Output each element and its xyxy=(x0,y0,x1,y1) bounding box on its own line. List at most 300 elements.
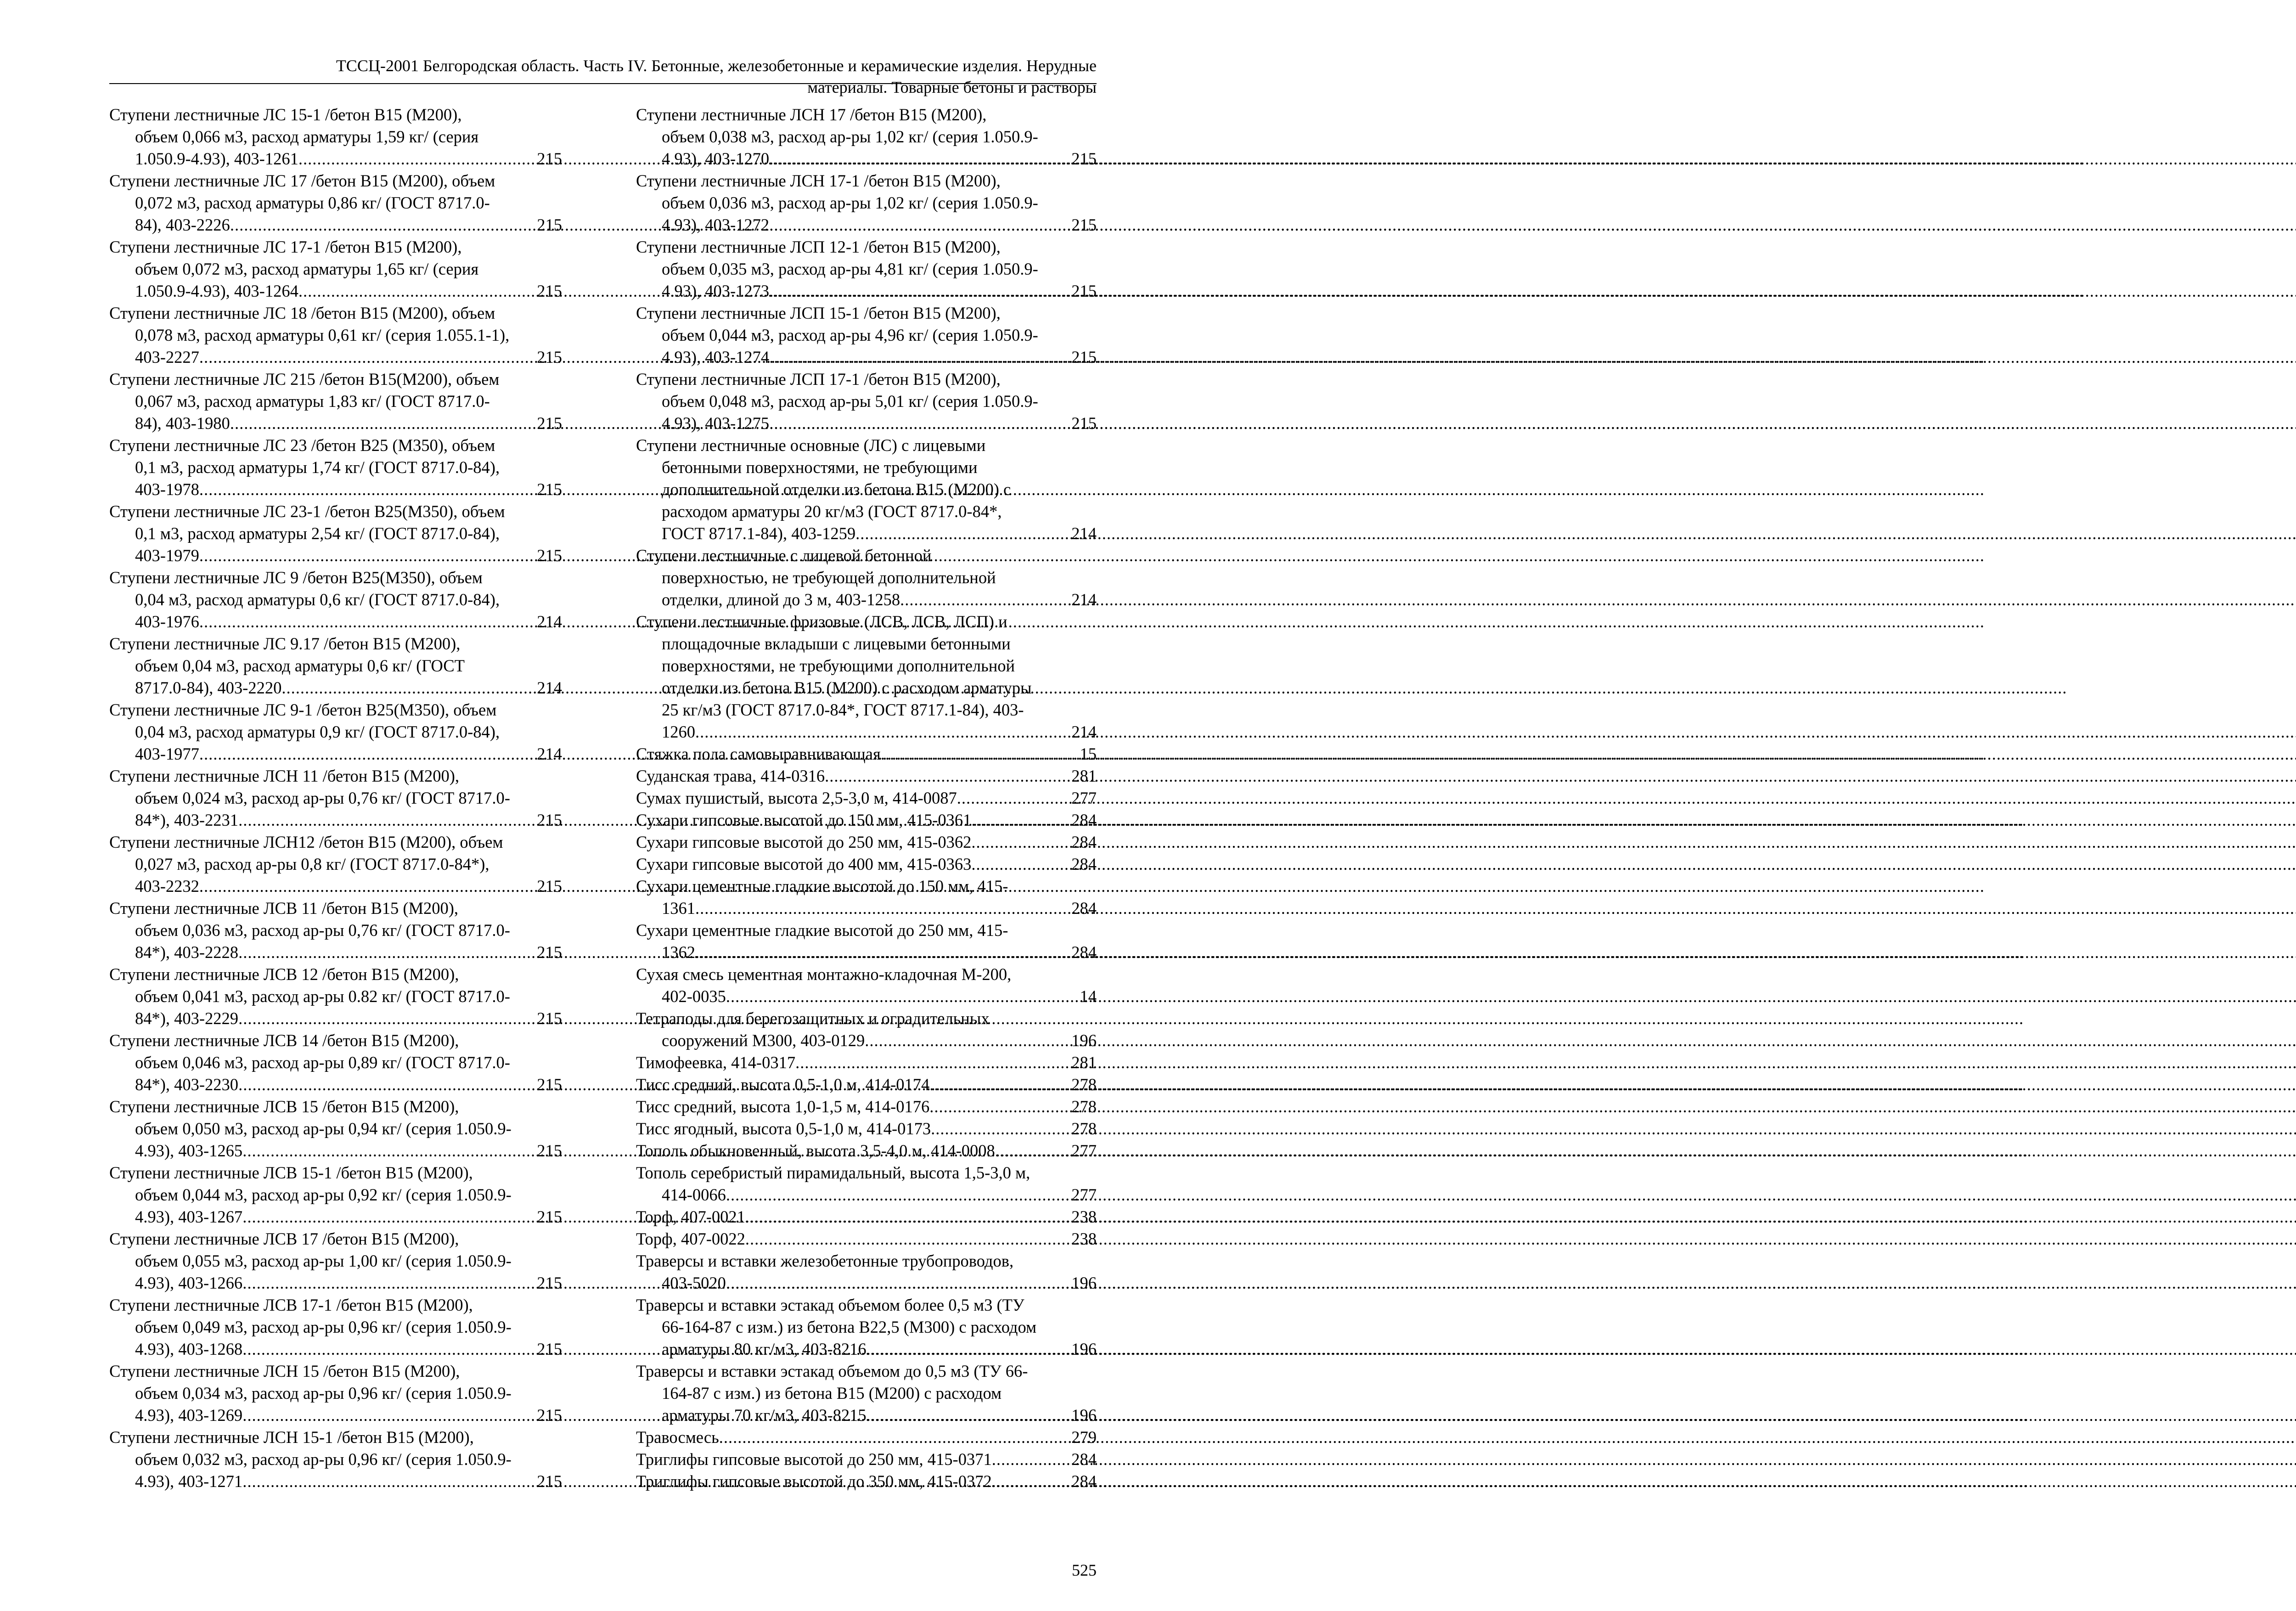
index-entry-term: Триглифы гипсовые высотой до 350 мм, 415-0372 xyxy=(636,1472,992,1491)
index-entry xyxy=(636,236,1097,302)
index-entry-term: Тисс средний, высота 0,5-1,0 м, 414-0174 xyxy=(636,1075,930,1094)
index-entry-line: объем 0,049 м3, расход ар-ры 0,96 кг/ (серия 1.050.9- xyxy=(135,1318,512,1336)
index-entry xyxy=(636,545,1097,611)
index-entry-page-ref: 284 xyxy=(1071,811,1097,829)
index-entry-page-ref: 215 xyxy=(537,1472,562,1491)
index-entry-line: отделки из бетона В15 (М200) с расходом арматуры xyxy=(662,678,1032,697)
dot-leader xyxy=(865,1030,1070,1052)
dot-leader xyxy=(900,589,1070,611)
index-entry-term: 84*), 403-2228 xyxy=(135,943,239,962)
index-entry xyxy=(636,853,1097,875)
index-entry-leader-line xyxy=(109,479,562,501)
index-entry-line: объем 0,041 м3, расход ар-ры 0.82 кг/ (ГОСТ 8717.0- xyxy=(135,987,510,1006)
index-entry-line: поверхностями, не требующими дополнительной xyxy=(662,656,1015,675)
index-entry-leader-line xyxy=(109,412,562,434)
index-entry xyxy=(636,1162,1097,1206)
index-entry-line: объем 0,032 м3, расход ар-ры 0,96 кг/ (серия 1.050.9- xyxy=(135,1450,512,1469)
index-entry-line: Ступени лестничные ЛСН 17 /бетон В15 (М200), xyxy=(636,105,987,124)
index-entry-page-ref: 215 xyxy=(537,1207,562,1226)
header-divider xyxy=(109,83,1097,84)
index-entry-leader-line xyxy=(636,853,1097,875)
index-entry-term: 4.93), 403-1271 xyxy=(135,1472,243,1491)
index-entry-page-ref: 215 xyxy=(1071,348,1097,366)
index-entry-leader-line xyxy=(636,1074,1097,1096)
index-entry-leader-line xyxy=(109,743,562,765)
index-entry-term: 4.93), 403-1265 xyxy=(135,1141,243,1160)
index-entry-leader-line xyxy=(109,545,562,567)
index-entry-page-ref: 215 xyxy=(1071,414,1097,433)
index-entry-line: Ступени лестничные ЛСН 15-1 /бетон В15 (М200), xyxy=(109,1428,474,1447)
index-entry-line: объем 0,050 м3, расход ар-ры 0,94 кг/ (серия 1.050.9- xyxy=(135,1119,512,1138)
index-entry-line: Ступени лестничные ЛСВ 15-1 /бетон В15 (М200), xyxy=(109,1163,473,1182)
dot-leader xyxy=(995,1140,1070,1162)
index-entry-line: объем 0,066 м3, расход арматуры 1,59 кг/ (серия xyxy=(135,127,479,146)
index-entry-page-ref: 238 xyxy=(1071,1207,1097,1226)
index-entry xyxy=(636,919,1097,963)
index-entry-term: отделки, длиной до 3 м, 403-1258 xyxy=(662,590,900,609)
index-entry xyxy=(109,1294,562,1360)
index-entry-page-ref: 284 xyxy=(1071,899,1097,918)
index-entry-page-ref: 281 xyxy=(1071,1053,1097,1072)
index-entry-page-ref: 215 xyxy=(537,1273,562,1292)
index-entry-page-ref: 215 xyxy=(1071,215,1097,234)
dot-leader xyxy=(971,831,1070,853)
index-entry-term: Сухари гипсовые высотой до 150 мм, 415-0361 xyxy=(636,811,972,829)
index-entry xyxy=(109,567,562,633)
index-entry-page-ref: 215 xyxy=(537,943,562,962)
dot-leader xyxy=(971,809,1070,831)
dot-leader xyxy=(238,1074,536,1096)
index-entry-page-ref: 284 xyxy=(1071,1472,1097,1491)
dot-leader xyxy=(971,853,1070,875)
index-entry-line: объем 0,046 м3, расход ар-ры 0,89 кг/ (ГОСТ 8717.0- xyxy=(135,1053,510,1072)
dot-leader xyxy=(298,148,536,170)
index-entry-leader-line xyxy=(636,1272,1097,1294)
index-entry-leader-line xyxy=(109,941,562,963)
index-entry-line: Ступени лестничные ЛСВ 17 /бетон В15 (М200), xyxy=(109,1229,459,1248)
index-entry-term: 4.93), 403-1273 xyxy=(662,282,770,300)
index-entry-line: Ступени лестничные ЛС 23-1 /бетон В25(М350), объем xyxy=(109,502,505,521)
index-entry-leader-line xyxy=(636,721,1097,743)
dot-leader xyxy=(825,765,1070,787)
index-entry-line: Ступени лестничные ЛСВ 15 /бетон В15 (М200), xyxy=(109,1097,459,1116)
index-entry xyxy=(109,699,562,765)
index-entry-term: 84*), 403-2231 xyxy=(135,811,239,829)
index-entry-line: 25 кг/м3 (ГОСТ 8717.0-84*, ГОСТ 8717.1-84), 403- xyxy=(662,700,1024,719)
index-entry-leader-line xyxy=(636,1052,1097,1074)
index-entry-line: Ступени лестничные ЛС 18 /бетон В15 (М200), объем xyxy=(109,304,495,322)
index-entry-line: Ступени лестничные ЛСН 11 /бетон В15 (М200), xyxy=(109,766,460,785)
dot-leader xyxy=(242,1470,536,1493)
dot-leader xyxy=(992,1470,1071,1493)
index-entry-page-ref: 215 xyxy=(537,348,562,366)
page-number: 525 xyxy=(1072,1561,1097,1579)
index-entry-line: объем 0,036 м3, расход ар-ры 1,02 кг/ (серия 1.050.9- xyxy=(662,193,1038,212)
dot-leader xyxy=(745,1228,1070,1250)
running-header xyxy=(109,55,1097,98)
index-entry xyxy=(109,434,562,501)
index-entry xyxy=(636,104,1097,170)
index-entry-line: 0,04 м3, расход арматуры 0,6 кг/ (ГОСТ 8717.0-84), xyxy=(135,590,500,609)
dot-leader xyxy=(929,1096,1070,1118)
index-entry-page-ref: 215 xyxy=(537,1406,562,1425)
index-entry-page-ref: 215 xyxy=(537,282,562,300)
index-entry-line: Ступени лестничные ЛС 215 /бетон В15(М200), объем xyxy=(109,370,500,389)
index-entry-term: арматуры 80 кг/м3, 403-8216 xyxy=(662,1340,867,1358)
dot-leader xyxy=(230,214,536,236)
dot-leader xyxy=(769,148,1070,170)
dot-leader xyxy=(745,1206,1070,1228)
index-entry-page-ref: 215 xyxy=(537,215,562,234)
dot-leader xyxy=(726,1184,1070,1206)
dot-leader xyxy=(298,280,536,302)
index-entry-term: сооружений М300, 403-0129 xyxy=(662,1031,865,1050)
index-entry-leader-line xyxy=(109,1140,562,1162)
index-entry xyxy=(636,170,1097,236)
index-entry-leader-line xyxy=(636,941,1097,963)
index-entry xyxy=(636,1206,1097,1228)
index-entry-line: Ступени лестничные ЛСП 17-1 /бетон В15 (М200), xyxy=(636,370,1001,389)
index-entry-line: Ступени лестничные ЛС 9 /бетон В25(М350), объем xyxy=(109,568,483,587)
index-entry-term: ГОСТ 8717.1-84), 403-1259 xyxy=(662,524,856,543)
index-entry-leader-line xyxy=(636,280,1097,302)
index-entry-line: Ступени лестничные ЛСН 15 /бетон В15 (М200), xyxy=(109,1362,460,1380)
index-entry-leader-line xyxy=(636,214,1097,236)
index-entry xyxy=(636,1250,1097,1294)
index-entry-line: Ступени лестничные с лицевой бетонной xyxy=(636,546,932,565)
index-entry-page-ref: 196 xyxy=(1071,1273,1097,1292)
dot-leader xyxy=(931,1118,1070,1140)
index-entry-term: 84*), 403-2230 xyxy=(135,1075,239,1094)
index-entry-term: 414-0066 xyxy=(662,1185,726,1204)
index-entry-term: Тисс ягодный, высота 0,5-1,0 м, 414-0173 xyxy=(636,1119,931,1138)
index-entry-leader-line xyxy=(636,1118,1097,1140)
index-entry-term: 4.93), 403-1270 xyxy=(662,149,770,168)
dot-leader xyxy=(795,1052,1070,1074)
index-entry xyxy=(636,1448,1097,1470)
index-entry-term: Триглифы гипсовые высотой до 250 мм, 415-0371 xyxy=(636,1450,992,1469)
index-entry xyxy=(109,368,562,434)
index-entry-page-ref: 278 xyxy=(1071,1119,1097,1138)
index-entry-line: Сухари цементные гладкие высотой до 150 мм, 415- xyxy=(636,877,1008,896)
index-entry-line: расходом арматуры 20 кг/м3 (ГОСТ 8717.0-84*, xyxy=(662,502,1002,521)
index-entry xyxy=(636,765,1097,787)
index-entry-line: Ступени лестничные ЛСП 12-1 /бетон В15 (М200), xyxy=(636,237,1001,256)
index-entry-term: Торф, 407-0021 xyxy=(636,1207,745,1226)
index-entry-term: 8717.0-84), 403-2220 xyxy=(135,678,282,697)
index-entry-term: Сумах пушистый, высота 2,5-3,0 м, 414-0087 xyxy=(636,789,957,807)
index-entry-page-ref: 214 xyxy=(537,744,562,763)
index-entry-page-ref: 14 xyxy=(1080,987,1097,1006)
index-entry-term: Торф, 407-0022 xyxy=(636,1229,745,1248)
index-entry-term: 84), 403-2226 xyxy=(135,215,230,234)
index-entry-line: 0,078 м3, расход арматуры 0,61 кг/ (серия 1.055.1-1), xyxy=(135,326,510,344)
index-entry-term: Сухари гипсовые высотой до 250 мм, 415-0362 xyxy=(636,833,972,851)
index-entry xyxy=(636,1074,1097,1096)
index-entry xyxy=(109,1228,562,1294)
index-entry-term: 402-0035 xyxy=(662,987,726,1006)
index-entry-line: Ступени лестничные ЛС 9.17 /бетон В15 (М200), xyxy=(109,634,461,653)
index-entry-term: 84*), 403-2229 xyxy=(135,1009,239,1028)
index-entry-leader-line xyxy=(636,412,1097,434)
index-entry-term: 4.93), 403-1267 xyxy=(135,1207,243,1226)
dot-leader xyxy=(726,986,1079,1008)
dot-leader xyxy=(199,545,536,567)
index-entry xyxy=(636,743,1097,765)
index-entry-line: объем 0,035 м3, расход ар-ры 4,81 кг/ (серия 1.050.9- xyxy=(662,259,1038,278)
index-entry-leader-line xyxy=(636,1426,1097,1448)
dot-leader xyxy=(929,1074,1070,1096)
index-entry-line: дополнительной отделки из бетона В15 (М200) с xyxy=(662,480,1011,499)
index-entry xyxy=(636,1052,1097,1074)
dot-leader xyxy=(230,412,536,434)
index-entry-term: 4.93), 403-1269 xyxy=(135,1406,243,1425)
index-entry-term: 403-1977 xyxy=(135,744,199,763)
index-entry-page-ref: 278 xyxy=(1071,1097,1097,1116)
index-entry-page-ref: 281 xyxy=(1071,766,1097,785)
index-entry-page-ref: 277 xyxy=(1071,789,1097,807)
dot-leader xyxy=(242,1206,536,1228)
index-entry-page-ref: 196 xyxy=(1071,1340,1097,1358)
index-entry-line: бетонными поверхностями, не требующими xyxy=(662,458,978,477)
index-entry xyxy=(109,1360,562,1426)
index-entry-term: Стяжка пола самовыравнивающая xyxy=(636,744,881,763)
index-entry-leader-line xyxy=(636,1030,1097,1052)
index-entry-term: 84), 403-1980 xyxy=(135,414,230,433)
index-entry xyxy=(636,1140,1097,1162)
index-entry-line: объем 0,04 м3, расход арматуры 0,6 кг/ (ГОСТ xyxy=(135,656,465,675)
index-entry-line: объем 0,024 м3, расход ар-ры 0,76 кг/ (ГОСТ 8717.0- xyxy=(135,789,510,807)
index-entry-page-ref: 214 xyxy=(537,612,562,631)
index-entry-term: 403-2232 xyxy=(135,877,199,896)
index-entry-page-ref: 215 xyxy=(537,414,562,433)
index-entry-line: объем 0,048 м3, расход ар-ры 5,01 кг/ (серия 1.050.9- xyxy=(662,392,1038,411)
index-entry xyxy=(636,875,1097,919)
index-entry xyxy=(636,787,1097,809)
index-entry-term: 403-1979 xyxy=(135,546,199,565)
index-entry-line: 66-164-87 с изм.) из бетона В22,5 (М300) с расходом xyxy=(662,1318,1037,1336)
index-entry-term: 1361 xyxy=(662,899,695,918)
index-column-right xyxy=(636,104,1097,1493)
index-entry-line: площадочные вкладыши с лицевыми бетонными xyxy=(662,634,1011,653)
index-entry xyxy=(636,1228,1097,1250)
index-entry xyxy=(636,831,1097,853)
index-entry-line: 0,027 м3, расход ар-ры 0,8 кг/ (ГОСТ 8717.0-84*), xyxy=(135,855,490,873)
index-entry-page-ref: 215 xyxy=(537,480,562,499)
index-entry-line: объем 0,036 м3, расход ар-ры 0,76 кг/ (ГОСТ 8717.0- xyxy=(135,921,510,940)
index-entry-leader-line xyxy=(109,1470,562,1493)
index-entry-line: Ступени лестничные ЛС 23 /бетон В25 (М350), объем xyxy=(109,436,495,455)
index-entry-line: Тетраподы для берегозащитных и оградительных xyxy=(636,1009,990,1028)
index-entry-line: объем 0,055 м3, расход ар-ры 1,00 кг/ (серия 1.050.9- xyxy=(135,1251,512,1270)
index-entry-page-ref: 214 xyxy=(1071,524,1097,543)
dot-leader xyxy=(769,346,1070,368)
dot-leader xyxy=(695,897,1070,919)
index-entry xyxy=(636,1294,1097,1360)
dot-leader xyxy=(242,1272,536,1294)
index-entry-line: Сухая смесь цементная монтажно-кладочная М-200, xyxy=(636,965,1012,984)
index-entry-line: 0,072 м3, расход арматуры 0,86 кг/ (ГОСТ 8717.0- xyxy=(135,193,490,212)
index-entry-line: объем 0,072 м3, расход арматуры 1,65 кг/ (серия xyxy=(135,259,479,278)
index-entry-term: 403-1976 xyxy=(135,612,199,631)
index-entry-term: 4.93), 403-1272 xyxy=(662,215,770,234)
dot-leader xyxy=(199,346,536,368)
index-entry-term: 403-1978 xyxy=(135,480,199,499)
index-entry xyxy=(109,170,562,236)
index-entry xyxy=(109,831,562,897)
index-entry-term: 1.050.9-4.93), 403-1261 xyxy=(135,149,298,168)
index-entry-leader-line xyxy=(636,1338,1097,1360)
index-entry-term: арматуры 70 кг/м3, 403-8215 xyxy=(662,1406,867,1425)
index-entry-leader-line xyxy=(109,1008,562,1030)
index-entry-leader-line xyxy=(109,1338,562,1360)
running-header-line-2: материалы. Товарные бетоны и растворы xyxy=(807,78,1097,96)
index-entry-page-ref: 214 xyxy=(1071,590,1097,609)
index-entry-leader-line xyxy=(109,677,562,699)
index-entry xyxy=(109,104,562,170)
index-entry-term: 403-2227 xyxy=(135,348,199,366)
index-entry-leader-line xyxy=(636,765,1097,787)
dot-leader xyxy=(726,1272,1070,1294)
index-entry-leader-line xyxy=(636,346,1097,368)
index-entry xyxy=(636,809,1097,831)
dot-leader xyxy=(242,1338,536,1360)
index-entry-line: Ступени лестничные ЛСН 17-1 /бетон В15 (М200), xyxy=(636,171,1001,190)
index-entry xyxy=(109,963,562,1030)
index-entry-leader-line xyxy=(636,787,1097,809)
index-entry-line: Ступени лестничные ЛС 17 /бетон В15 (М200), объем xyxy=(109,171,495,190)
index-entry-line: объем 0,044 м3, расход ар-ры 4,96 кг/ (серия 1.050.9- xyxy=(662,326,1038,344)
index-entry-page-ref: 279 xyxy=(1071,1428,1097,1447)
index-entry-line: Ступени лестничные ЛСП 15-1 /бетон В15 (М200), xyxy=(636,304,1001,322)
index-entry-leader-line xyxy=(109,148,562,170)
index-entry-term: 4.93), 403-1275 xyxy=(662,414,770,433)
index-column-left xyxy=(109,104,562,1493)
dot-leader xyxy=(281,677,536,699)
index-entry-leader-line xyxy=(636,1096,1097,1118)
index-entry-page-ref: 215 xyxy=(1071,149,1097,168)
index-entry-page-ref: 277 xyxy=(1071,1141,1097,1160)
index-entry-line: Тополь серебристый пирамидальный, высота 1,5-3,0 м, xyxy=(636,1163,1030,1182)
index-entry-page-ref: 238 xyxy=(1071,1229,1097,1248)
index-entry-leader-line xyxy=(636,831,1097,853)
index-entry xyxy=(636,963,1097,1008)
index-entry-leader-line xyxy=(636,1404,1097,1426)
index-entry-page-ref: 196 xyxy=(1071,1031,1097,1050)
dot-leader xyxy=(881,743,1079,765)
index-entry-leader-line xyxy=(636,1184,1097,1206)
index-entry-page-ref: 215 xyxy=(537,811,562,829)
running-header-line-1: ТССЦ-2001 Белгородская область. Часть IV. Бетонные, железобетонные и керамические изделия. Нерудные xyxy=(336,56,1097,75)
index-entry-line: Траверсы и вставки эстакад объемом до 0,5 м3 (ТУ 66- xyxy=(636,1362,1028,1380)
index-entry-leader-line xyxy=(109,809,562,831)
index-entry-term: 1.050.9-4.93), 403-1264 xyxy=(135,282,298,300)
index-entry-term: 403-5020 xyxy=(662,1273,726,1292)
index-entry-page-ref: 277 xyxy=(1071,1185,1097,1204)
index-entry-leader-line xyxy=(636,1140,1097,1162)
index-entry xyxy=(109,1426,562,1493)
index-entry xyxy=(636,1008,1097,1052)
index-entry xyxy=(636,1470,1097,1493)
index-entry xyxy=(636,1360,1097,1426)
index-entry-leader-line xyxy=(636,1228,1097,1250)
dot-leader xyxy=(199,611,536,633)
index-entry-leader-line xyxy=(636,589,1097,611)
index-entry-page-ref: 215 xyxy=(537,1141,562,1160)
index-entry-line: Ступени лестничные ЛС 15-1 /бетон В15 (М200), xyxy=(109,105,462,124)
index-entry-line: Ступени лестничные основные (ЛС) с лицевыми xyxy=(636,436,986,455)
index-entry-leader-line xyxy=(636,148,1097,170)
dot-leader xyxy=(769,280,1070,302)
index-entry xyxy=(636,302,1097,368)
index-entry xyxy=(109,897,562,963)
index-entry-line: Сухари цементные гладкие высотой до 250 мм, 415- xyxy=(636,921,1008,940)
index-entry-line: Ступени лестничные ЛСН12 /бетон В15 (М200), объем xyxy=(109,833,503,851)
dot-leader xyxy=(199,875,536,897)
index-entry-term: Суданская трава, 414-0316 xyxy=(636,766,825,785)
index-entry-line: Ступени лестничные ЛС 17-1 /бетон В15 (М200), xyxy=(109,237,462,256)
index-entry-page-ref: 215 xyxy=(1071,282,1097,300)
index-entry-page-ref: 215 xyxy=(537,1009,562,1028)
index-entry xyxy=(109,765,562,831)
index-entry-term: 4.93), 403-1268 xyxy=(135,1340,243,1358)
index-entry-page-ref: 284 xyxy=(1071,1450,1097,1469)
index-entry-leader-line xyxy=(636,1470,1097,1493)
index-entry-page-ref: 196 xyxy=(1071,1406,1097,1425)
index-entry-page-ref: 214 xyxy=(537,678,562,697)
dot-leader xyxy=(242,1140,536,1162)
index-entry xyxy=(109,236,562,302)
dot-leader xyxy=(992,1448,1071,1470)
index-entry xyxy=(109,302,562,368)
index-entry xyxy=(636,1118,1097,1140)
index-entry-term: 4.93), 403-1266 xyxy=(135,1273,243,1292)
index-entry-line: Ступени лестничные ЛС 9-1 /бетон В25(М350), объем xyxy=(109,700,497,719)
index-entry-page-ref: 15 xyxy=(1080,744,1097,763)
index-entry xyxy=(109,1096,562,1162)
index-entry xyxy=(636,611,1097,743)
dot-leader xyxy=(719,1426,1070,1448)
index-entry-leader-line xyxy=(636,1448,1097,1470)
dot-leader xyxy=(867,1338,1071,1360)
index-entry-leader-line xyxy=(109,611,562,633)
index-entry-term: Травосмесь xyxy=(636,1428,719,1447)
dot-leader xyxy=(769,412,1070,434)
dot-leader xyxy=(242,1404,536,1426)
index-entry-page-ref: 215 xyxy=(537,1340,562,1358)
index-entry-leader-line xyxy=(109,214,562,236)
index-entry xyxy=(109,501,562,567)
index-entry-line: 164-87 с изм.) из бетона В15 (М200) с расходом xyxy=(662,1384,1002,1403)
index-entry-page-ref: 215 xyxy=(537,149,562,168)
index-entry xyxy=(636,368,1097,434)
dot-leader xyxy=(957,787,1071,809)
index-entry-term: Тополь обыкновенный, высота 3,5-4,0 м, 414-0008 xyxy=(636,1141,995,1160)
index-entry-page-ref: 215 xyxy=(537,1075,562,1094)
index-entry-page-ref: 284 xyxy=(1071,833,1097,851)
index-entry xyxy=(109,633,562,699)
index-entry xyxy=(636,434,1097,545)
index-entry-leader-line xyxy=(109,1272,562,1294)
index-entry-line: Траверсы и вставки эстакад объемом более 0,5 м3 (ТУ xyxy=(636,1296,1024,1314)
index-entry-term: 1260 xyxy=(662,722,695,741)
index-entry-line: Ступени лестничные ЛСВ 12 /бетон В15 (М200), xyxy=(109,965,459,984)
index-entry-line: Ступени лестничные фризовые (ЛСВ, ЛСВ, ЛСП) и xyxy=(636,612,1007,631)
index-entry-line: объем 0,044 м3, расход ар-ры 0,92 кг/ (серия 1.050.9- xyxy=(135,1185,512,1204)
index-entry xyxy=(109,1030,562,1096)
dot-leader xyxy=(695,721,1070,743)
dot-leader xyxy=(238,809,536,831)
